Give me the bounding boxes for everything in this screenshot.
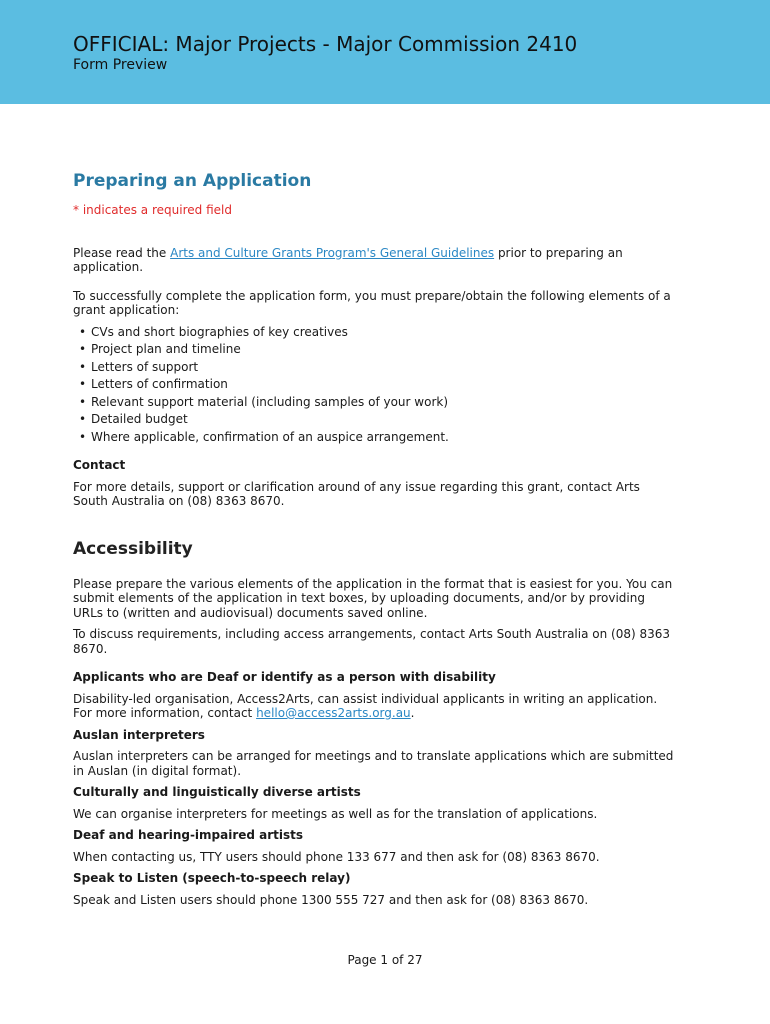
list-item-text: Letters of support [91,359,199,374]
deaf-disability-suffix: . [410,706,415,720]
list-item [79,341,678,359]
access2arts-email-link[interactable]: hello@access2arts.org.au [256,706,411,720]
list-item [79,429,678,447]
bullet-icon: • [79,342,87,356]
page-header [0,0,770,104]
hearing-impaired-heading: Deaf and hearing-impaired artists [73,828,304,842]
list-item [79,394,678,412]
accessibility-para-1: Please prepare the various elements of the application in the format that is easiest for you. You can submit elements of the application in text boxes, by uploading documents, and/or by providing URLs to (written and audiovisual) documents saved online. [73,576,673,620]
accessibility-para-2: To discuss requirements, including access arrangements, contact Arts South Australia on (08) 8363 8670. [73,627,671,656]
auslan-heading: Auslan interpreters [73,727,205,742]
guidelines-link[interactable]: Arts and Culture Grants Program's General Guidelines [170,245,495,260]
elements-intro: To successfully complete the application form, you must prepare/obtain the following elements of a grant application: [73,288,671,317]
guidelines-intro-prefix: Please read the [73,245,171,260]
form-subtitle: Form Preview [73,57,168,73]
guidelines-paragraph [73,246,678,275]
speak-listen-text: Speak and Listen users should phone 1300 555 727 and then ask for (08) 8363 8670. [73,892,589,907]
list-item [79,324,678,342]
list-item-text: Relevant support material (including samples of your work) [91,394,449,409]
contact-text: For more details, support or clarification around of any issue regarding this grant, contact Arts South Australia on (08) 8363 8670. [73,479,640,508]
bullet-icon: • [79,377,87,391]
bullet-icon: • [79,412,87,426]
list-item [79,359,678,377]
form-title: OFFICIAL: Major Projects - Major Commission 2410 [73,32,578,56]
cald-heading: Culturally and linguistically diverse artists [73,785,361,799]
elements-list [73,324,678,447]
list-item-text: Detailed budget [91,412,188,426]
cald-text: We can organise interpreters for meetings as well as for the translation of applications. [73,806,598,821]
guidelines-intro-suffix: prior to preparing an application. [73,245,623,274]
preparing-heading: Preparing an Application [73,171,312,191]
speak-listen-heading: Speak to Listen (speech-to-speech relay) [73,871,351,885]
bullet-icon: • [79,429,87,444]
list-item [79,376,678,394]
deaf-disability-prefix: Disability-led organisation, Access2Arts, can assist individual applicants in writing an application. For more information, contact [73,691,658,720]
form-content [73,170,678,907]
list-item-text: Project plan and timeline [91,342,241,356]
list-item-text: CVs and short biographies of key creatives [91,324,348,339]
hearing-impaired-text: When contacting us, TTY users should phone 133 677 and then ask for (08) 8363 8670. [73,849,600,864]
deaf-disability-heading: Applicants who are Deaf or identify as a person with disability [73,670,496,684]
list-item-text: Where applicable, confirmation of an auspice arrangement. [91,429,449,444]
page-number: Page 1 of 27 [347,953,423,967]
accessibility-heading: Accessibility [73,538,193,559]
contact-heading: Contact [73,458,126,472]
bullet-icon: • [79,394,87,409]
deaf-disability-text [73,692,678,721]
list-item-text: Letters of confirmation [91,377,228,391]
auslan-text: Auslan interpreters can be arranged for meetings and to translate applications which are submitted in Auslan (in digital format). [73,749,674,778]
bullet-icon: • [79,324,87,339]
bullet-icon: • [79,359,87,374]
list-item [79,411,678,429]
required-field-note: * indicates a required field [73,203,232,217]
